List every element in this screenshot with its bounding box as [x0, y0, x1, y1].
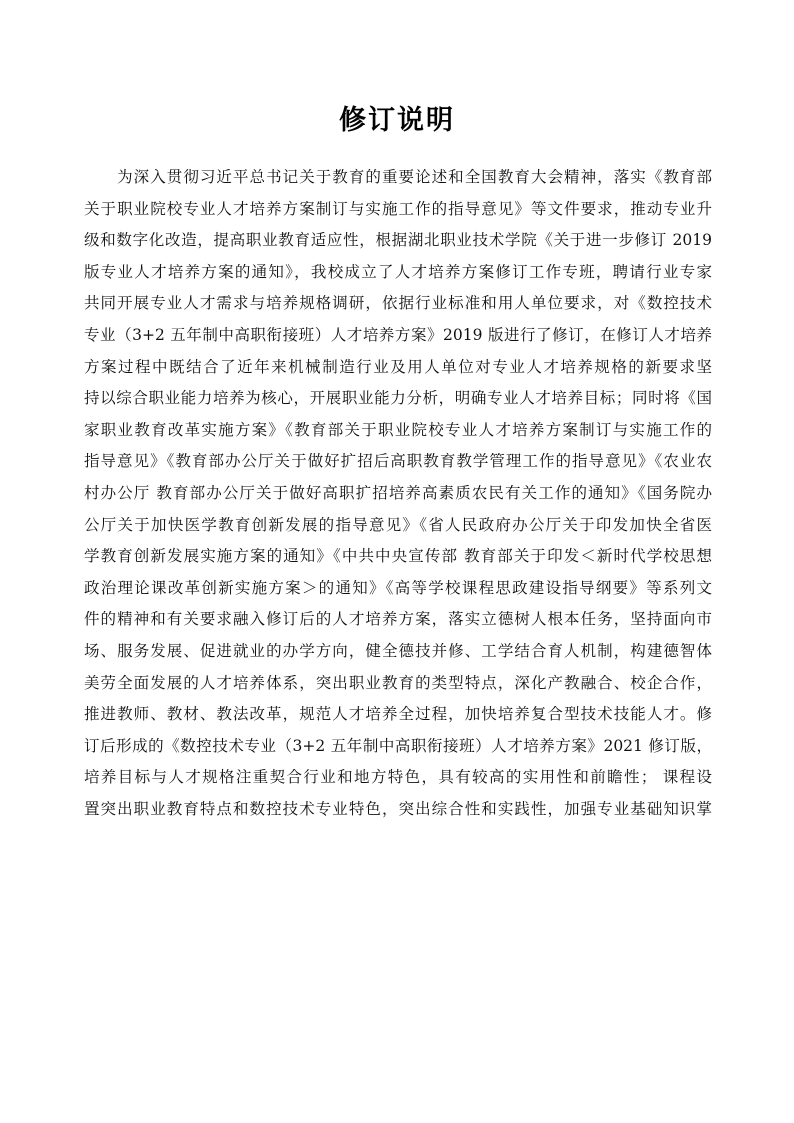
body-paragraph	[84, 162, 712, 825]
paragraph-line: 版专业人才培养方案的通知》，我校成立了人才培养方案修订工作专班，聘请行业专家	[84, 262, 712, 281]
paragraph-line: 村办公厅 教育部办公厅关于做好高职扩招培养高素质农民有关工作的通知》《国务院办	[84, 483, 712, 502]
paragraph-line: 方案过程中既结合了近年来机械制造行业及用人单位对专业人才培养规格的新要求坚	[84, 357, 712, 376]
paragraph-line: 场、服务发展、促进就业的办学方向，健全德技并修、工学结合育人机制，构建德智体	[84, 641, 712, 660]
paragraph-line: 级和数字化改造，提高职业教育适应性，根据湖北职业技术学院《关于进一步修订 2019	[84, 231, 712, 250]
paragraph-line: 关于职业院校专业人才培养方案制订与实施工作的指导意见》等文件要求，推动专业升	[84, 199, 712, 218]
paragraph-line: 推进教师、教材、教法改革，规范人才培养全过程，加快培养复合型技术技能人才。修	[84, 705, 712, 724]
paragraph-line: 指导意见》《教育部办公厅关于做好扩招后高职教育教学管理工作的指导意见》《农业农	[84, 452, 712, 471]
paragraph-line: 学教育创新发展实施方案的通知》《中共中央宣传部 教育部关于印发＜新时代学校思想	[84, 547, 712, 566]
paragraph-line: 美劳全面发展的人才培养体系，突出职业教育的类型特点，深化产教融合、校企合作，	[84, 673, 712, 692]
paragraph-line: 公厅关于加快医学教育创新发展的指导意见》《省人民政府办公厅关于印发加快全省医	[84, 515, 712, 534]
paragraph-line: 培养目标与人才规格注重契合行业和地方特色，具有较高的实用性和前瞻性； 课程设	[84, 768, 712, 787]
paragraph-line: 置突出职业教育特点和数控技术专业特色，突出综合性和实践性，加强专业基础知识掌	[84, 799, 712, 818]
paragraph-line: 政治理论课改革创新实施方案＞的通知》《高等学校课程思政建设指导纲要》等系列文	[84, 578, 712, 597]
paragraph-line: 专业（3+2 五年制中高职衔接班）人才培养方案》2019 版进行了修订，在修订人才培养	[84, 325, 712, 344]
page-title: 修订说明	[339, 105, 455, 136]
paragraph-line: 订后形成的《数控技术专业（3+2 五年制中高职衔接班）人才培养方案》2021 修订版，	[84, 736, 712, 755]
paragraph-line: 家职业教育改革实施方案》《教育部关于职业院校专业人才培养方案制订与实施工作的	[84, 420, 712, 439]
paragraph-line: 持以综合职业能力培养为核心，开展职业能力分析，明确专业人才培养目标；同时将《国	[84, 389, 712, 408]
paragraph-line: 共同开展专业人才需求与培养规格调研，依据行业标准和用人单位要求，对《数控技术	[84, 294, 712, 313]
paragraph-line: 为深入贯彻习近平总书记关于教育的重要论述和全国教育大会精神，落实《教育部	[84, 168, 712, 186]
paragraph-line: 件的精神和有关要求融入修订后的人才培养方案，落实立德树人根本任务，坚持面向市	[84, 610, 712, 629]
